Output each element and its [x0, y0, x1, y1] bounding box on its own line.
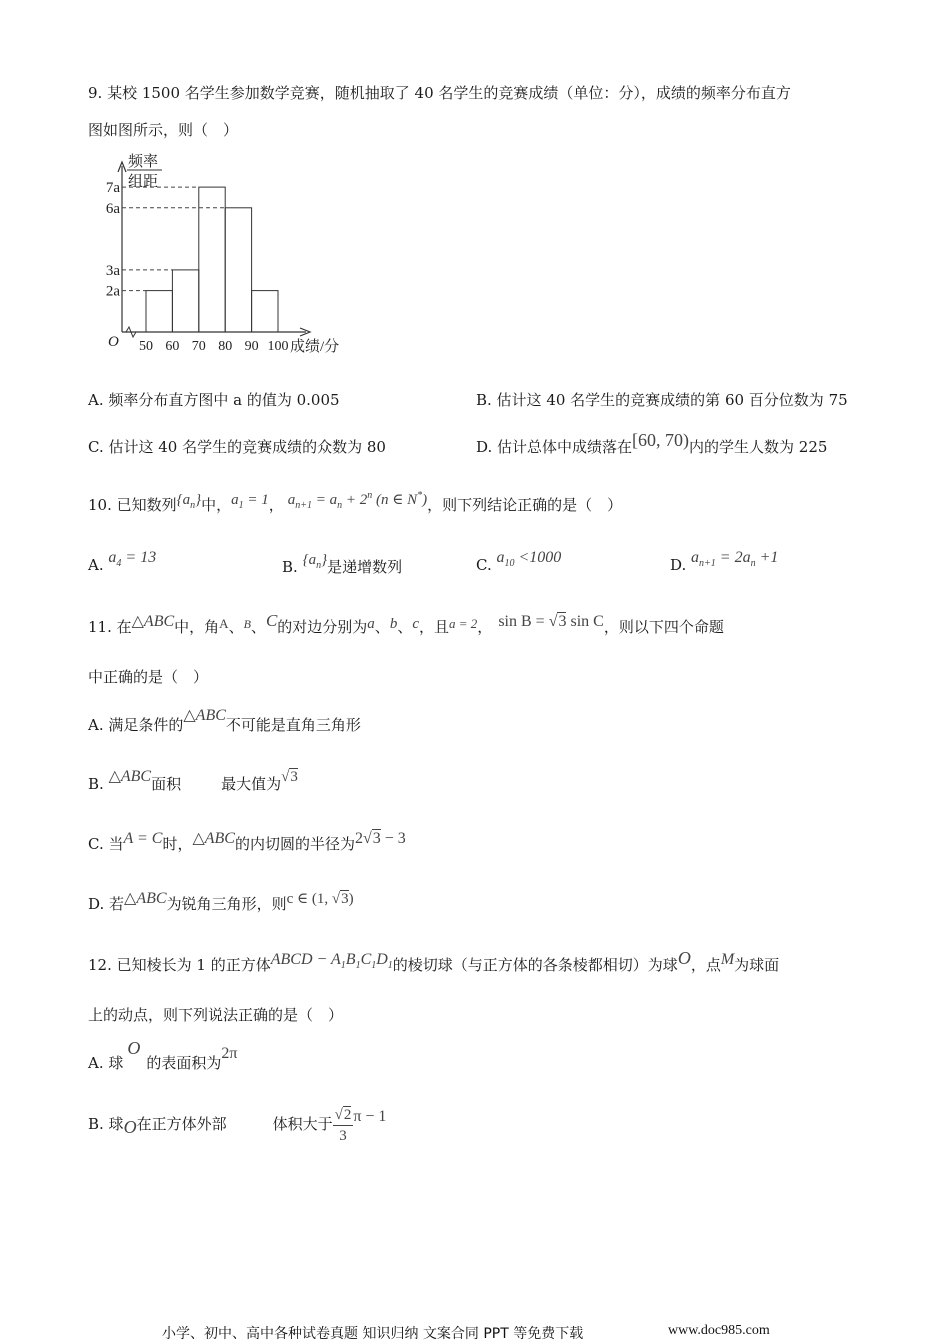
q9-option-c: C. 估计这 40 名学生的竞赛成绩的众数为 80	[88, 438, 386, 456]
y-tick-label: 2a	[105, 283, 120, 300]
q10-stem-post: ，则下列结论正确的是（ ）	[427, 496, 623, 514]
q10-option-a: A. $a_4 = 13$	[88, 549, 157, 574]
histogram-bar	[252, 291, 278, 332]
y-tick-label: 3a	[105, 262, 120, 279]
q9-stem-line1: 9. 某校 1500 名学生参加数学竞赛，随机抽取了 40 名学生的竞赛成绩（单位：分），成绩的频率分布直方	[88, 84, 791, 102]
q11-option-c: C. 当A = C时，△ABC的内切圆的半径为2√3 − 3	[88, 830, 406, 853]
q11-stem-line2: 中正确的是（ ）	[88, 668, 209, 686]
q11-option-b: B. △ABC面积 最大值为√3	[88, 768, 298, 793]
q10-option-c: C. $a_{10} <1000$	[476, 549, 562, 574]
q10-stem-pre: 10. 已知数列	[88, 496, 177, 514]
q12-stem-line2: 上的动点，则下列说法正确的是（ ）	[88, 1006, 344, 1024]
q10-option-b: B. $\{a_n\}$是递增数列	[282, 552, 403, 576]
q11-option-a: A. 满足条件的△ABC不可能是直角三角形	[88, 707, 361, 734]
x-tick-label: 80	[218, 339, 233, 354]
x-tick-label: 50	[139, 339, 153, 354]
q9-option-d	[476, 430, 828, 457]
q10-option-d: D. $a_{n+1} = 2a_n +1$	[670, 549, 779, 574]
q12-option-a: A. 球O的表面积为2π	[88, 1038, 238, 1072]
histogram-chart	[100, 148, 360, 358]
x-tick-label: 70	[191, 339, 206, 354]
histogram-bar	[199, 187, 225, 332]
histogram-bar	[172, 270, 198, 332]
x-tick-label: 60	[165, 339, 180, 354]
y-tick-label: 7a	[105, 180, 120, 197]
x-axis-label: 成绩/分	[290, 339, 340, 355]
q10-seq: $\{a_n\}$	[176, 492, 202, 511]
footer-site-link[interactable]: www.doc985.com	[668, 1323, 770, 1338]
q12-option-b: B. 球O在正方体外部 体积大于 $\frac{√2}{3}$ π − 1	[88, 1106, 387, 1144]
q11-stem-line1: 11. 在△ABC中，角A、$^B$、C的对边分别为a、b、c，且a = 2， sin B = √3 sin C，则以下四个命题	[88, 611, 724, 636]
q10-stem	[88, 490, 623, 517]
y-label-top: 频率	[128, 154, 159, 170]
histogram-bar	[146, 291, 172, 332]
q9-option-d-interval: [60, 70)	[632, 430, 690, 450]
q9-stem-line2: 图如图所示，则（ ）	[88, 121, 239, 139]
q10-comma: ，	[268, 496, 284, 514]
origin-label: O	[108, 334, 119, 350]
footer-text: 小学、初中、高中各种试卷真题 知识归纳 文案合同 PPT 等免费下载	[162, 1326, 584, 1342]
q10-zhong: 中，	[201, 496, 232, 514]
y-tick-label: 6a	[105, 200, 120, 217]
x-tick-label: 100	[267, 339, 289, 354]
q10-a1: $a_1 = 1$	[231, 492, 269, 511]
q9-option-d-pre: D. 估计总体中成绩落在	[476, 438, 633, 456]
y-label-bottom: 组距	[128, 174, 159, 190]
q10-recurrence: $a_{n+1} = a_n + 2^n$ (n ∈ N*)	[287, 490, 428, 511]
q9-option-b: B. 估计这 40 名学生的竞赛成绩的第 60 百分位数为 75	[476, 391, 848, 409]
histogram-bar	[225, 208, 251, 332]
q11-option-d: D. 若△ABC为锐角三角形，则c ∈ (1, √3)	[88, 890, 354, 913]
q9-option-d-post: 内的学生人数为 225	[689, 438, 828, 456]
q12-stem-line1: 12. 已知棱长为 1 的正方体ABCD − $A_1B_1C_1D_1$的棱切球（与正方体的各条棱都相切）为球O，点M为球面	[88, 948, 780, 974]
x-tick-label: 90	[244, 339, 259, 354]
q9-option-a: A. 频率分布直方图中 a 的值为 0.005	[88, 391, 340, 409]
